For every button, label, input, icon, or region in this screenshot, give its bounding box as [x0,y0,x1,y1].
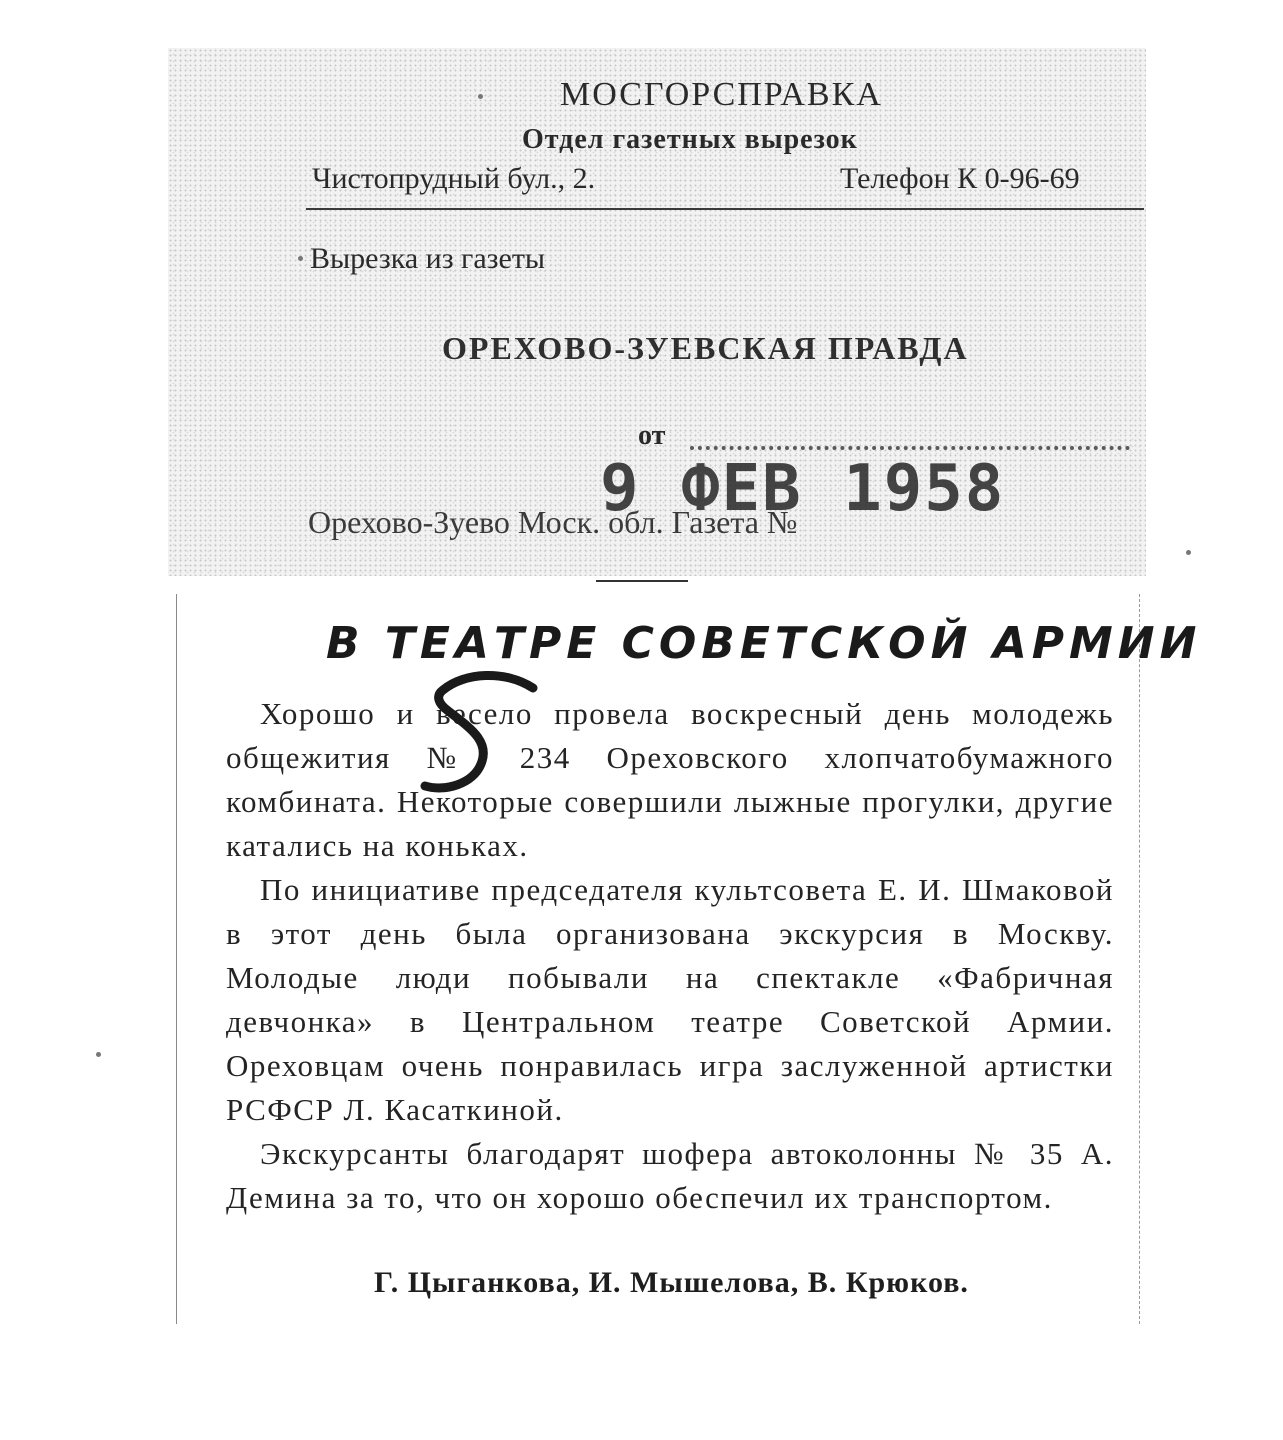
clipping-from-label: Вырезка из газеты [310,242,546,275]
article-paragraph: Хорошо и весело провела воскресный день молодежь общежития № 234 Ореховского хлопчатобумажного комбината. Некоторые совершили лыжные прогулки, другие катались на коньках. [226,696,1114,863]
speck [96,1052,101,1057]
speck [298,256,303,261]
speck [478,94,483,99]
speck [1186,550,1191,555]
agency-phone: Телефон К 0-96-69 [840,162,1080,195]
city-line: Орехово-Зуево Моск. обл. Газета № [308,504,798,540]
article-signature: Г. Цыганкова, И. Мышелова, В. Крюков. [374,1266,969,1299]
date-stamp: 9 ФЕВ 1958 [600,452,1006,526]
agency-address: Чистопрудный бул., 2. [312,162,596,195]
date-dotted-leader [690,446,1130,450]
header-divider [306,208,1144,210]
article-title: В ТЕАТРЕ СОВЕТСКОЙ АРМИИ [326,618,1202,669]
article-paragraph: По инициативе председателя культсовета Е. И. Шмаковой в этот день была организована экскурсия в Москву. Молодые люди побывали на спектакле «Фабричная девчонка» в Центральном театре Советской Армии. Ореховцам очень понравилась игра заслуженной артистки РСФСР Л. Касаткиной. [226,872,1114,1127]
agency-department: Отдел газетных вырезок [522,124,858,155]
newspaper-name: ОРЕХОВО-ЗУЕВСКАЯ ПРАВДА [442,330,969,366]
handwritten-number-mark [405,660,555,800]
article-body [226,692,1114,1220]
article-paragraph: Экскурсанты благодарят шофера автоколонны № 35 А. Демина за то, что он хорошо обеспечил их транспортом. [226,1136,1114,1215]
agency-name: МОСГОРСПРАВКА [560,76,883,113]
date-prefix: от [638,420,666,451]
header-bottom-mark [596,580,688,582]
